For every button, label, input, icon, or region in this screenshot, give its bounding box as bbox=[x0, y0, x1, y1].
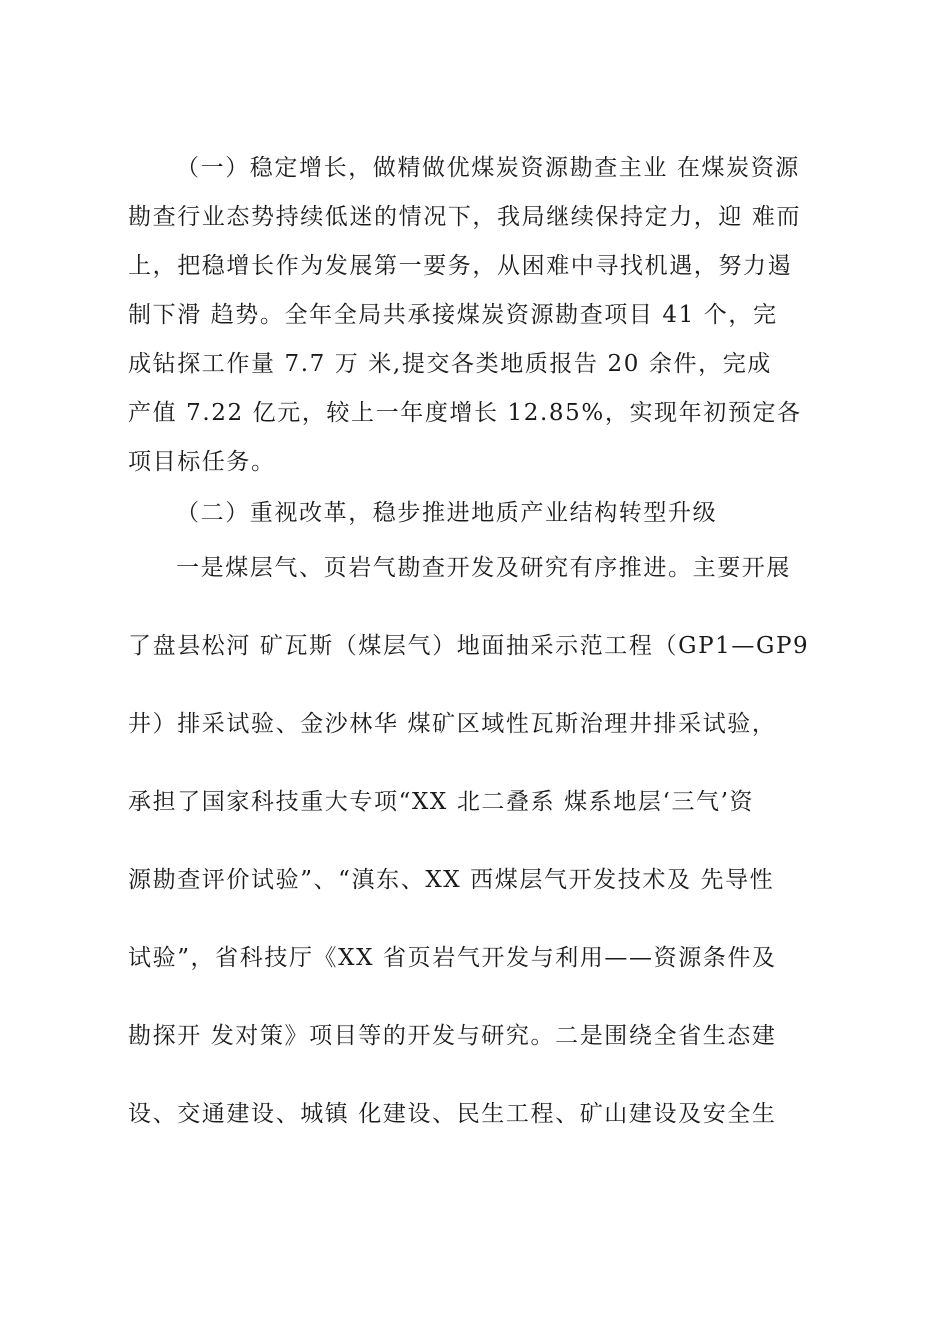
section1-line-3: 上，把稳增长作为发展第一要务，从困难中寻找机遇，努力遏 bbox=[128, 253, 793, 279]
section2-line-1: 一是煤层气、页岩气勘查开发及研究有序推进。主要开展 bbox=[176, 555, 791, 581]
section2-line-4: 承担了国家科技重大专项“XX 北二叠系 煤系地层‘三气’资 bbox=[128, 789, 755, 815]
section2-line-6: 试验”，省科技厅《XX 省页岩气开发与利用——资源条件及 bbox=[128, 945, 777, 971]
section1-line-5: 成钻探工作量 7.7 万 米,提交各类地质报告 20 余件，完成 bbox=[128, 351, 772, 377]
section2-heading: （二）重视改革，稳步推进地质产业结构转型升级 bbox=[176, 500, 718, 526]
section1-line-4: 制下滑 趋势。全年全局共承接煤炭资源勘查项目 41 个，完 bbox=[128, 302, 778, 328]
section1-line-7: 项目标任务。 bbox=[128, 449, 276, 475]
section2-line-3: 井）排采试验、金沙林华 煤矿区域性瓦斯治理井排采试验， bbox=[128, 711, 777, 737]
section2-line-2: 了盘县松河 矿瓦斯（煤层气）地面抽采示范工程（GP1—GP9 bbox=[128, 633, 810, 659]
section1-line-6: 产值 7.22 亿元，较上一年度增长 12.85%，实现年初预定各 bbox=[128, 400, 802, 426]
section2-line-8: 设、交通建设、城镇 化建设、民生工程、矿山建设及安全生 bbox=[128, 1101, 777, 1127]
section1-line-2: 勘查行业态势持续低迷的情况下，我局继续保持定力，迎 难而 bbox=[128, 204, 802, 230]
section1-line-1: （一）稳定增长，做精做优煤炭资源勘查主业 在煤炭资源 bbox=[176, 155, 800, 181]
section2-line-5: 源勘查评价试验”、“滇东、XX 西煤层气开发技术及 先导性 bbox=[128, 867, 775, 893]
section2-line-7: 勘探开 发对策》项目等的开发与研究。二是围绕全省生态建 bbox=[128, 1023, 777, 1049]
